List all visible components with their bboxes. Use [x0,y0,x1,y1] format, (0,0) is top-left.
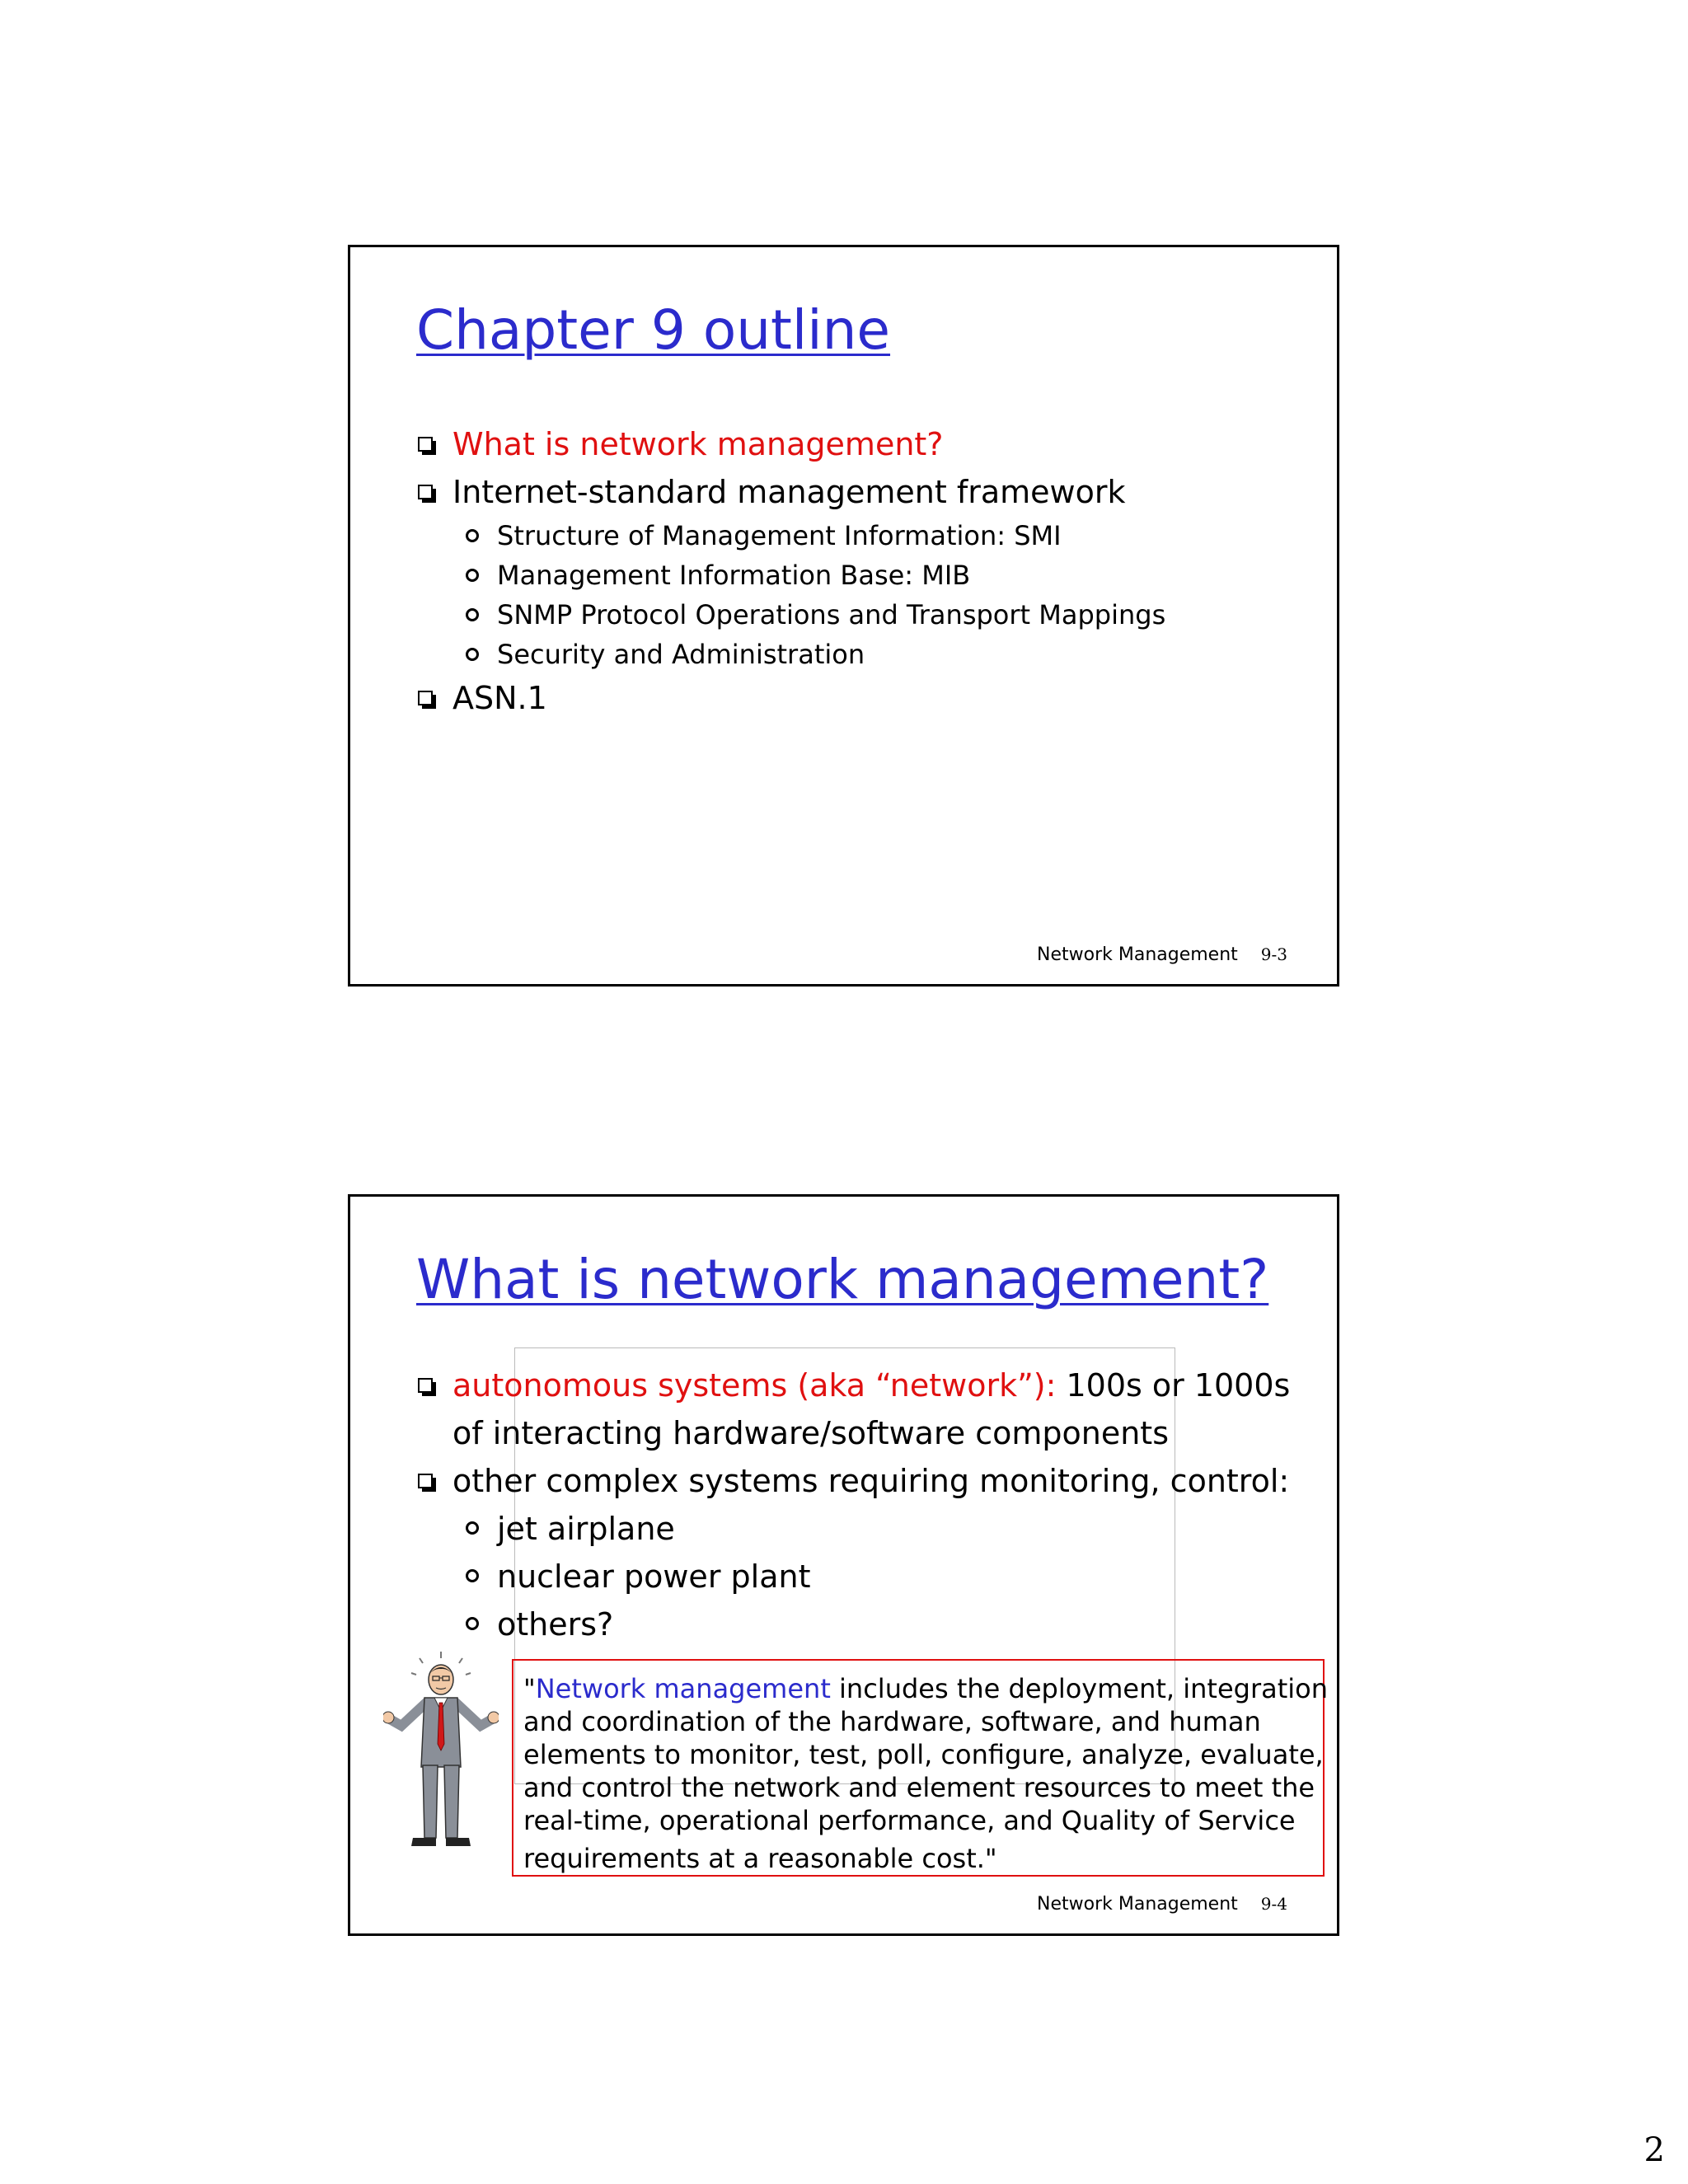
slide-title: What is network management? [416,1248,1269,1311]
quote-line: requirements at a reasonable cost." [523,1843,997,1874]
circle-bullet-icon [466,1521,479,1535]
checkbox-bullet-icon [418,691,433,705]
checkbox-bullet-icon [418,485,433,499]
bullet-list [416,420,1290,722]
quote-line: elements to monitor, test, poll, configure, analyze, evaluate, [523,1739,1324,1770]
checkbox-bullet-icon [418,1378,433,1393]
slide-chapter-outline [348,245,1339,987]
slide-title: Chapter 9 outline [416,298,891,362]
quote-term: Network management [535,1673,831,1704]
list-item: other complex systems requiring monitoring, control: [416,1457,1290,1505]
page-number: 2 [1643,2131,1665,2169]
checkbox-bullet-icon [418,1474,433,1488]
shrugging-person-illustration [383,1652,499,1858]
list-item-continuation: of interacting hardware/software components [452,1415,1169,1451]
sub-list-item: jet airplane [416,1505,1290,1553]
list-item: What is network management? [416,420,1290,468]
sub-list-item: SNMP Protocol Operations and Transport Mappings [416,595,1290,635]
sub-list-item: Management Information Base: MIB [416,555,1290,595]
list-item: ASN.1 [416,674,1290,722]
quote-line: and coordination of the hardware, software, and human [523,1706,1261,1737]
bullet-list [416,1361,1290,1648]
circle-bullet-icon [466,569,479,582]
sub-list-item: others? [416,1601,1290,1648]
checkbox-bullet-icon [418,437,433,452]
circle-bullet-icon [466,608,479,621]
sub-list-item: nuclear power plant [416,1553,1290,1601]
sub-list-item: Structure of Management Information: SMI [416,516,1290,555]
quote-line: "Network management includes the deployment, integration [523,1673,1329,1704]
definition-quote-box [512,1659,1329,1877]
quote-line: and control the network and element resources to meet the [523,1772,1315,1803]
circle-bullet-icon [466,648,479,661]
slide-footer: Network Management 9-3 [1037,944,1287,965]
circle-bullet-icon [466,1569,479,1582]
circle-bullet-icon [466,1617,479,1630]
slide-what-is-network-management [348,1194,1339,1936]
sub-list-item: Security and Administration [416,635,1290,674]
list-item: Internet-standard management framework [416,468,1290,516]
list-item: autonomous systems (aka “network”): 100s or 1000s [416,1361,1290,1409]
circle-bullet-icon [466,529,479,542]
slide-footer: Network Management 9-4 [1037,1894,1287,1915]
quote-line: real-time, operational performance, and Quality of Service [523,1805,1296,1836]
